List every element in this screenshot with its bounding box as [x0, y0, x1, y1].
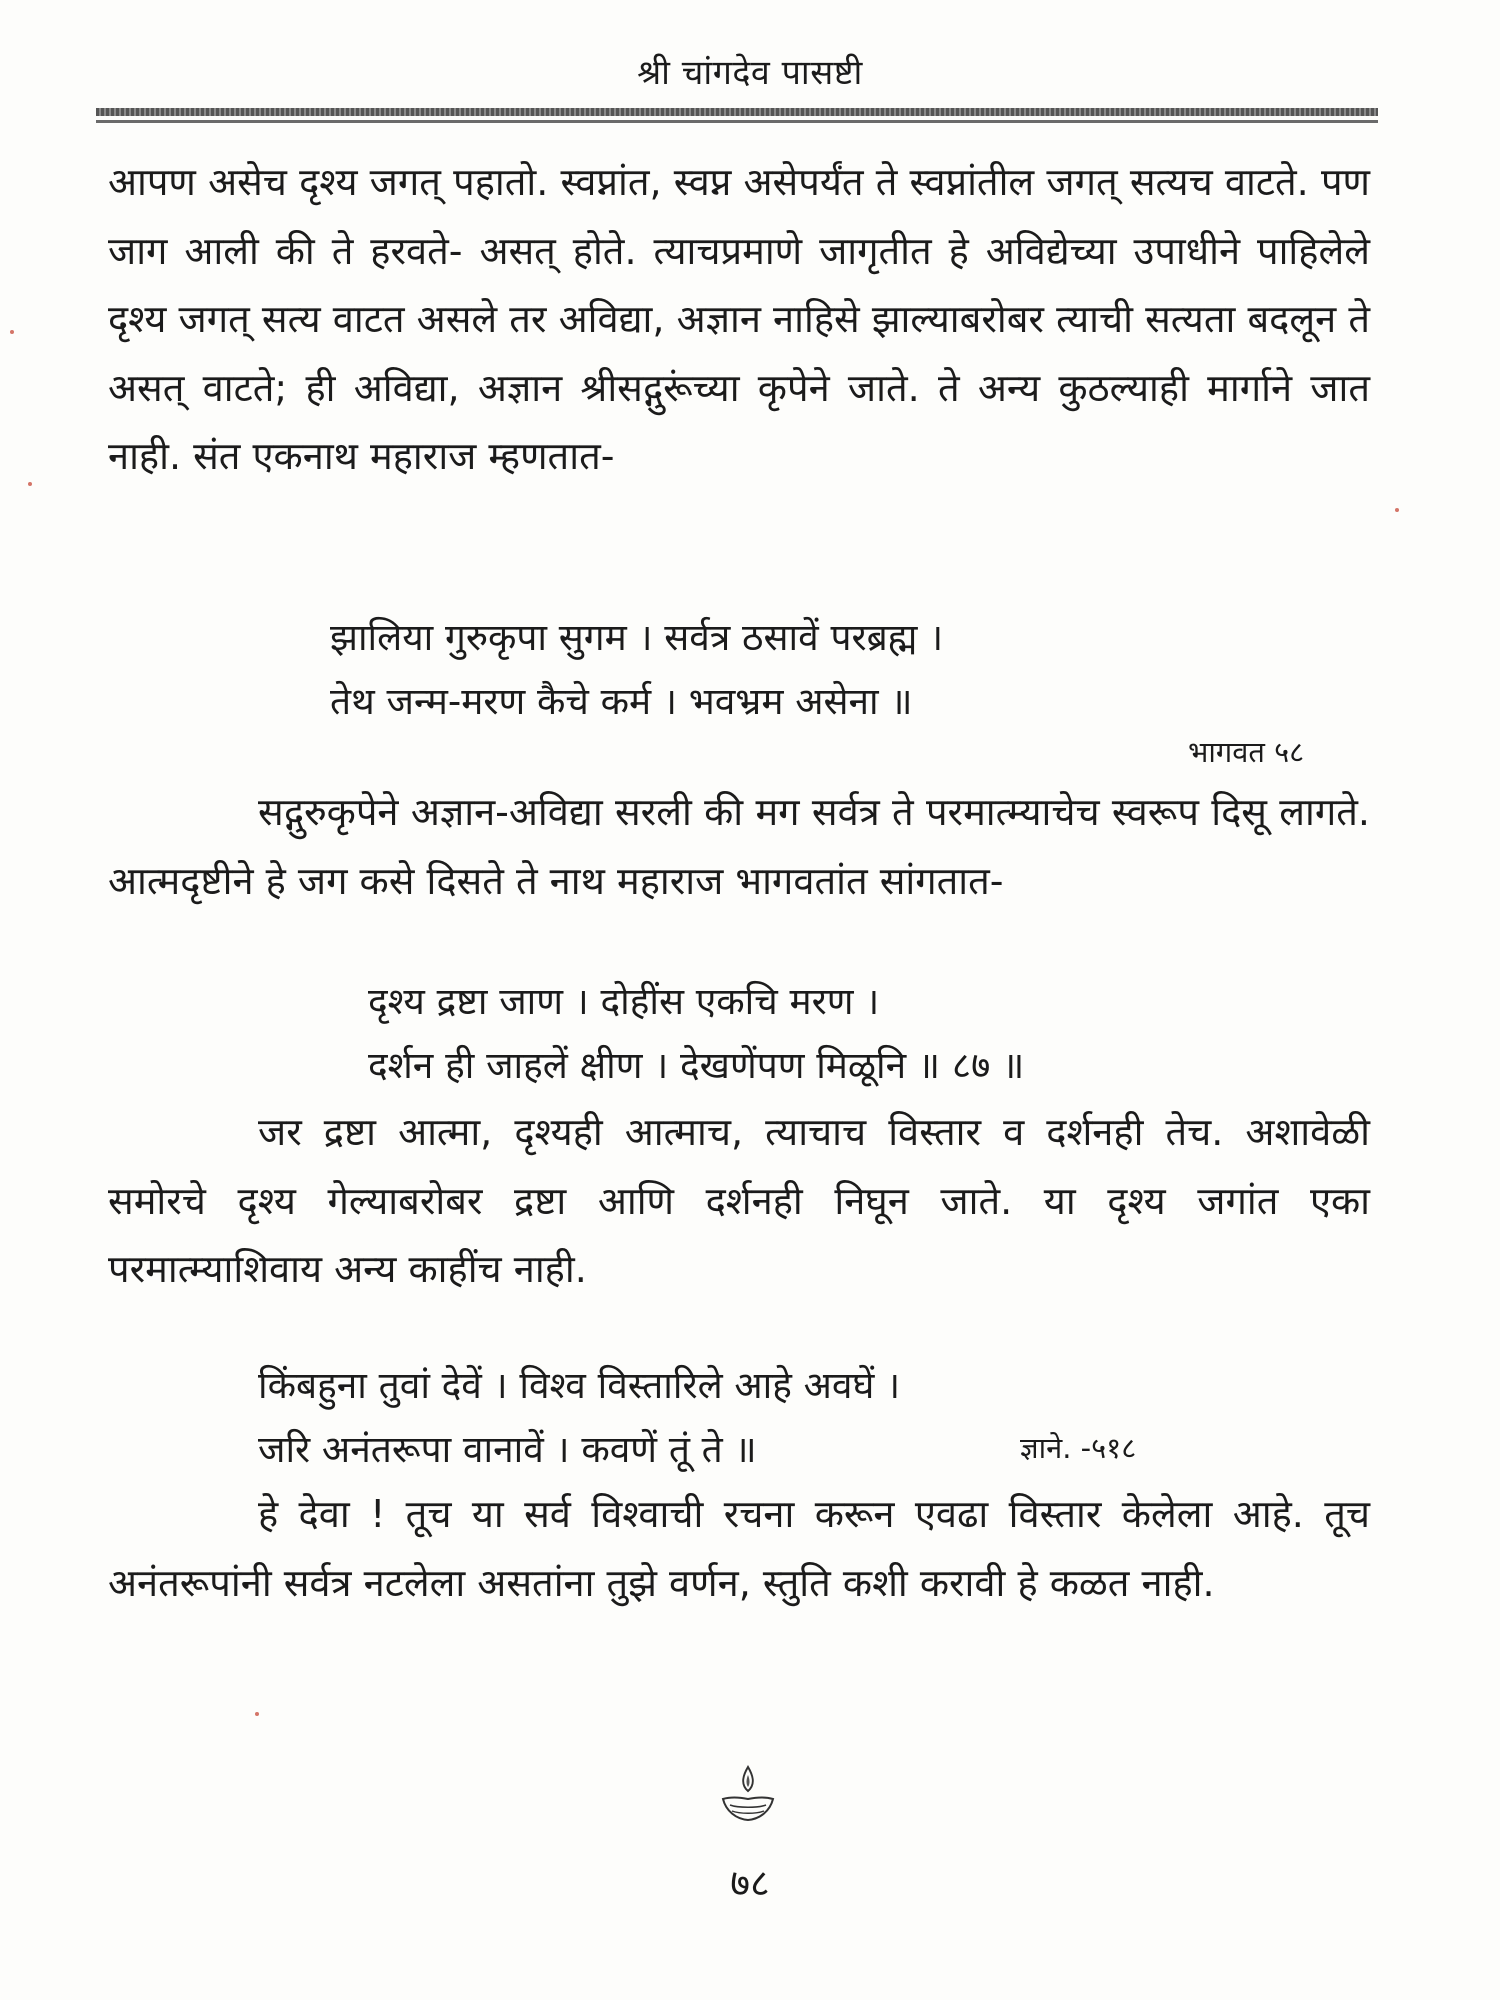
verse-reference: भागवत ५८: [1188, 735, 1305, 769]
verse-line: जरि अनंतरूपा वानावें । कवणें तूं ते ॥: [258, 1428, 757, 1471]
print-speck: [10, 330, 14, 334]
verse-line: किंबहुना तुवां देवें । विश्व विस्तारिले आहे अवघें ।: [258, 1364, 901, 1407]
diya-lamp-icon: [720, 1765, 776, 1823]
running-title: श्री चांगदेव पासष्टी: [637, 53, 863, 93]
verse-line: दर्शन ही जाहलें क्षीण । देखणेंपण मिळूनि ॥ ८७ ॥: [368, 1044, 1025, 1087]
page-number: ७८: [730, 1861, 770, 1905]
paragraph-3: जर द्रष्टा आत्मा, दृश्यही आत्माच, त्याचाच विस्तार व दर्शनही तेच. अशावेळी समोरचे दृश्य गेल्याबरोबर द्रष्टा आणि दर्शनही निघून जाते. या दृश्य जगांत एका परमात्म्याशिवाय अन्य काहींच नाही.: [108, 1110, 1370, 1291]
print-speck: [28, 482, 32, 486]
paragraph-4: हे देवा ! तूच या सर्व विश्वाची रचना करून एवढा विस्तार केलेला आहे. तूच अनंतरूपांनी सर्वत्र नटलेला असतांना तुझे वर्णन, स्तुति कशी करावी हे कळत नाही.: [108, 1492, 1370, 1605]
verse-line: झालिया गुरुकृपा सुगम । सर्वत्र ठसावें परब्रह्म ।: [330, 616, 944, 659]
verse-reference: ज्ञाने. -५१८: [1020, 1431, 1137, 1465]
paragraph-1: आपण असेच दृश्य जगत् पहातो. स्वप्नांत, स्वप्न असेपर्यंत ते स्वप्नांतील जगत् सत्यच वाटते. पण जाग आली की ते हरवते- असत् होते. त्याचप्रमाणे जागृतीत हे अविद्येच्या उपाधीने पाहिलेले दृश्य जगत् सत्य वाटत असले तर अविद्या, अज्ञान नाहिसे झाल्याबरोबर त्याची सत्यता बदलून ते असत् वाटते; ही अविद्या, अज्ञान श्रीसद्गुरूंच्या कृपेने जाते. ते अन्य कुठल्याही मार्गाने जात नाही. संत एकनाथ महाराज म्हणतात-: [108, 160, 1370, 478]
header-rule: [96, 108, 1378, 116]
verse-line: दृश्य द्रष्टा जाण । दोहींस एकचि मरण ।: [368, 980, 880, 1023]
header-rule-thin: [96, 120, 1378, 123]
paragraph-2: सद्गुरुकृपेने अज्ञान-अविद्या सरली की मग सर्वत्र ते परमात्म्याचेच स्वरूप दिसू लागते. आत्मदृष्टीने हे जग कसे दिसते ते नाथ महाराज भागवतांत सांगतात-: [108, 790, 1370, 903]
verse-line: तेथ जन्म-मरण कैचे कर्म । भवभ्रम असेना ॥: [330, 680, 913, 723]
print-speck: [1395, 508, 1399, 512]
print-speck: [255, 1712, 259, 1716]
